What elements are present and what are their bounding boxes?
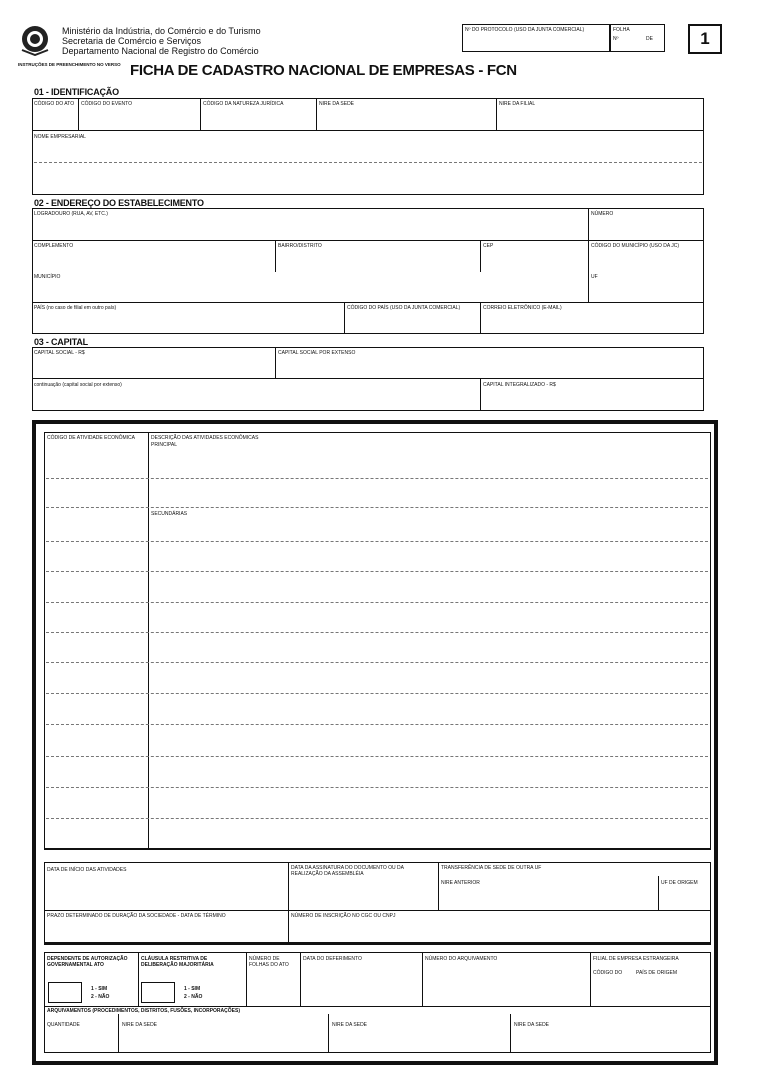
activity-row-line xyxy=(46,818,708,819)
divider xyxy=(588,208,589,240)
activity-row-line xyxy=(46,507,708,508)
autorizacao-nao-label: 2 - NÃO xyxy=(91,994,110,1000)
divider xyxy=(710,862,711,942)
pais-origem-input[interactable] xyxy=(593,982,707,1002)
clausula-checkbox[interactable] xyxy=(141,982,175,1003)
logradouro-label: LOGRADOURO (RUA, AV, ETC.) xyxy=(34,211,108,217)
descricao-label: DESCRIÇÃO DAS ATIVIDADES ECONÔMICAS xyxy=(151,435,259,441)
section-endereco-title: 02 - ENDEREÇO DO ESTABELECIMENTO xyxy=(34,198,204,208)
nire-sede-b-input[interactable] xyxy=(332,1032,507,1050)
logradouro-input[interactable] xyxy=(34,222,585,238)
inscricao-input[interactable] xyxy=(291,922,707,940)
continuacao-label: continuação (capital social por extenso) xyxy=(34,382,122,388)
numero-input[interactable] xyxy=(591,222,701,238)
instructions-note: INSTRUÇÕES DE PREENCHIMENTO NO VERSO xyxy=(18,62,121,67)
section-identificacao-title: 01 - IDENTIFICAÇÃO xyxy=(34,87,119,97)
cep-label: CEP xyxy=(483,243,494,249)
codigo-ato-label: CÓDIGO DO ATO xyxy=(34,101,75,107)
email-label: CORREIO ELETRÔNICO (E-MAIL) xyxy=(483,305,562,311)
capital-label: CAPITAL SOCIAL - R$ xyxy=(34,350,85,356)
data-inicio-input[interactable] xyxy=(47,880,285,906)
folha-de-label: DE xyxy=(646,36,653,42)
divider xyxy=(148,432,149,848)
codigo-pais-label: CÓDIGO DO xyxy=(593,970,623,976)
data-deferimento-input[interactable] xyxy=(303,970,419,1002)
divider xyxy=(44,862,711,863)
department-text: Departamento Nacional de Registro do Comércio xyxy=(62,46,259,56)
nire-sede-a-label: NIRE DA SEDE xyxy=(122,1022,158,1028)
email-input[interactable] xyxy=(483,315,701,331)
divider xyxy=(422,952,423,1006)
divider xyxy=(328,1014,329,1052)
nire-sede-c-label: NIRE DA SEDE xyxy=(514,1022,550,1028)
activity-row-line xyxy=(46,756,708,757)
activity-row-line xyxy=(46,478,708,479)
pais-origem-label: PAÍS DE ORIGEM xyxy=(636,970,678,976)
nire-sede-input[interactable] xyxy=(319,114,493,128)
prazo-label: PRAZO DETERMINADO DE DURAÇÃO DA SOCIEDADE - DATA DE TÉRMINO xyxy=(47,913,226,919)
natureza-label: CÓDIGO DA NATUREZA JURÍDICA xyxy=(203,101,284,107)
uf-origem-label: UF DE ORIGEM xyxy=(661,880,698,886)
divider xyxy=(44,862,45,942)
divider xyxy=(44,942,711,945)
pais-label: PAÍS (no caso de filial em outro país) xyxy=(34,305,117,311)
divider xyxy=(32,130,704,131)
divider xyxy=(32,302,704,303)
divider xyxy=(590,952,591,1006)
clausula-sim-label: 1 - SIM xyxy=(184,986,201,992)
numero-folhas-label: NÚMERO DE FOLHAS DO ATO xyxy=(249,956,289,968)
nire-anterior-label: NIRE ANTERIOR xyxy=(441,880,480,886)
nire-sede-a-input[interactable] xyxy=(122,1032,325,1050)
divider xyxy=(480,302,481,334)
quantidade-input[interactable] xyxy=(47,1032,115,1050)
clausula-nao-label: 2 - NÃO xyxy=(184,994,203,1000)
cod-pais-input[interactable] xyxy=(347,315,477,331)
divider xyxy=(710,952,711,1052)
autorizacao-checkbox[interactable] xyxy=(48,982,82,1003)
divider xyxy=(316,98,317,130)
cod-municipio-label: CÓDIGO DO MUNICÍPIO (USO DA JC) xyxy=(591,243,680,249)
nire-sede-label: NIRE DA SEDE xyxy=(319,101,355,107)
folha-label: FOLHA xyxy=(613,27,630,33)
divider xyxy=(138,952,139,1006)
activity-row-line xyxy=(46,724,708,725)
protocol-label: Nº DO PROTOCOLO (USO DA JUNTA COMERCIAL) xyxy=(465,27,585,33)
depende-autorizacao-label: DEPENDENTE DE AUTORIZAÇÃO GOVERNAMENTAL ATO xyxy=(47,956,128,968)
data-deferimento-label: DATA DO DEFERIMENTO xyxy=(303,956,362,962)
divider xyxy=(44,1052,711,1053)
divider xyxy=(480,240,481,272)
bairro-label: BAIRRO/DISTRITO xyxy=(278,243,322,249)
transferencia-label: TRANSFERÊNCIA DE SEDE DE OUTRA UF xyxy=(441,865,542,871)
municipio-input[interactable] xyxy=(34,284,585,300)
divider xyxy=(32,240,704,241)
nire-sede-b-label: NIRE DA SEDE xyxy=(332,1022,368,1028)
nome-empresarial-label: NOME EMPRESARIAL xyxy=(34,134,86,140)
divider xyxy=(480,378,481,411)
numero-arquivamento-label: NÚMERO DO ARQUIVAMENTO xyxy=(425,956,498,962)
codigo-ato-input[interactable] xyxy=(34,114,76,128)
numero-arquivamento-input[interactable] xyxy=(425,970,587,1002)
divider xyxy=(44,432,710,433)
divider xyxy=(275,347,276,378)
cod-municipio-input[interactable] xyxy=(591,254,701,268)
uf-origem-input[interactable] xyxy=(661,890,707,906)
codigo-evento-label: CÓDIGO DO EVENTO xyxy=(81,101,133,107)
extenso-input[interactable] xyxy=(278,360,701,376)
natureza-input[interactable] xyxy=(203,114,313,128)
activity-row-line xyxy=(46,787,708,788)
uf-input[interactable] xyxy=(591,284,701,300)
principal-label: PRINCIPAL xyxy=(151,442,178,448)
divider xyxy=(246,952,247,1006)
coat-of-arms-icon xyxy=(18,24,52,56)
protocol-input[interactable] xyxy=(465,36,607,50)
section-capital-title: 03 - CAPITAL xyxy=(34,337,88,347)
autorizacao-sim-label: 1 - SIM xyxy=(91,986,108,992)
divider xyxy=(496,98,497,130)
numero-folhas-input[interactable] xyxy=(249,982,297,1002)
data-assinatura-label: DATA DA ASSINATURA DO DOCUMENTO OU DA REALIZAÇÃO DA ASSEMBLÉIA xyxy=(291,865,404,877)
activity-row-line xyxy=(46,632,708,633)
divider xyxy=(44,952,711,953)
integralizado-label: CAPITAL INTEGRALIZADO - R$ xyxy=(483,382,556,388)
folha-n-label: Nº xyxy=(613,36,619,42)
extenso-label: CAPITAL SOCIAL POR EXTENSO xyxy=(278,350,356,356)
activity-row-line xyxy=(46,693,708,694)
divider xyxy=(200,98,201,130)
inscricao-label: NÚMERO DE INSCRIÇÃO NO CGC OU CNPJ xyxy=(291,913,396,919)
capital-input[interactable] xyxy=(34,360,272,376)
municipio-label: MUNICÍPIO xyxy=(34,274,61,280)
secretariat-text: Secretaria de Comércio e Serviços xyxy=(62,36,202,46)
clausula-label: CLÁUSULA RESTRITIVA DE DELIBERAÇÃO MAJORITÁRIA xyxy=(141,956,214,968)
nome-empresarial-input[interactable] xyxy=(34,143,702,191)
atividades-frame xyxy=(32,420,718,1065)
complemento-label: COMPLEMENTO xyxy=(34,243,74,249)
codigo-evento-input[interactable] xyxy=(81,114,197,128)
cep-input[interactable] xyxy=(483,254,585,270)
divider xyxy=(44,432,45,848)
divider xyxy=(118,1014,119,1052)
complemento-input[interactable] xyxy=(34,254,272,270)
nire-filial-label: NIRE DA FILIAL xyxy=(499,101,536,107)
cod-pais-label: CÓDIGO DO PAÍS (USO DA JUNTA COMERCIAL) xyxy=(347,305,461,311)
numero-label: NÚMERO xyxy=(591,211,614,217)
ministry-text: Ministério da Indústria, do Comércio e do Turismo xyxy=(62,26,261,36)
activity-row-line xyxy=(46,602,708,603)
nire-sede-c-input[interactable] xyxy=(514,1032,707,1050)
activity-principal-desc-input[interactable] xyxy=(151,456,707,476)
secundarias-label: SECUNDÁRIAS xyxy=(151,511,188,517)
divider xyxy=(588,240,589,302)
divider xyxy=(275,240,276,272)
data-inicio-label: DATA DE INÍCIO DAS ATIVIDADES xyxy=(47,867,127,873)
form-title: FICHA DE CADASTRO NACIONAL DE EMPRESAS - FCN xyxy=(130,62,517,79)
integralizado-input[interactable] xyxy=(483,392,701,408)
divider xyxy=(44,910,711,911)
activity-row-line xyxy=(46,571,708,572)
nire-filial-input[interactable] xyxy=(499,114,701,128)
divider xyxy=(44,848,711,850)
activity-row-line xyxy=(46,541,708,542)
divider xyxy=(32,378,704,379)
divider xyxy=(344,302,345,334)
page-number: 1 xyxy=(700,29,710,48)
activity-principal-code-input[interactable] xyxy=(46,456,146,476)
bairro-input[interactable] xyxy=(278,254,477,270)
pais-input[interactable] xyxy=(34,315,341,331)
divider xyxy=(438,862,439,910)
divider xyxy=(288,862,289,942)
divider xyxy=(300,952,301,1006)
arquivamentos-label: ARQUIVAMENTOS (PROCEDIMENTOS, DISTRITOS, FUSÕES, INCORPORAÇÕES) xyxy=(47,1008,240,1014)
divider xyxy=(510,1014,511,1052)
divider xyxy=(78,98,79,130)
uf-label: UF xyxy=(591,274,598,280)
activity-row-line xyxy=(46,662,708,663)
divider xyxy=(44,952,45,1052)
divider xyxy=(658,876,659,910)
prazo-input[interactable] xyxy=(47,922,285,940)
codigo-atividade-label: CÓDIGO DE ATIVIDADE ECONÔMICA xyxy=(47,435,135,441)
continuacao-input[interactable] xyxy=(34,392,477,408)
filial-estrangeira-label: FILIAL DE EMPRESA ESTRANGEIRA xyxy=(593,956,679,962)
quantidade-label: QUANTIDADE xyxy=(47,1022,80,1028)
divider xyxy=(710,432,711,848)
divider xyxy=(44,1006,711,1007)
data-assinatura-input[interactable] xyxy=(291,880,435,906)
nire-anterior-input[interactable] xyxy=(441,890,655,906)
